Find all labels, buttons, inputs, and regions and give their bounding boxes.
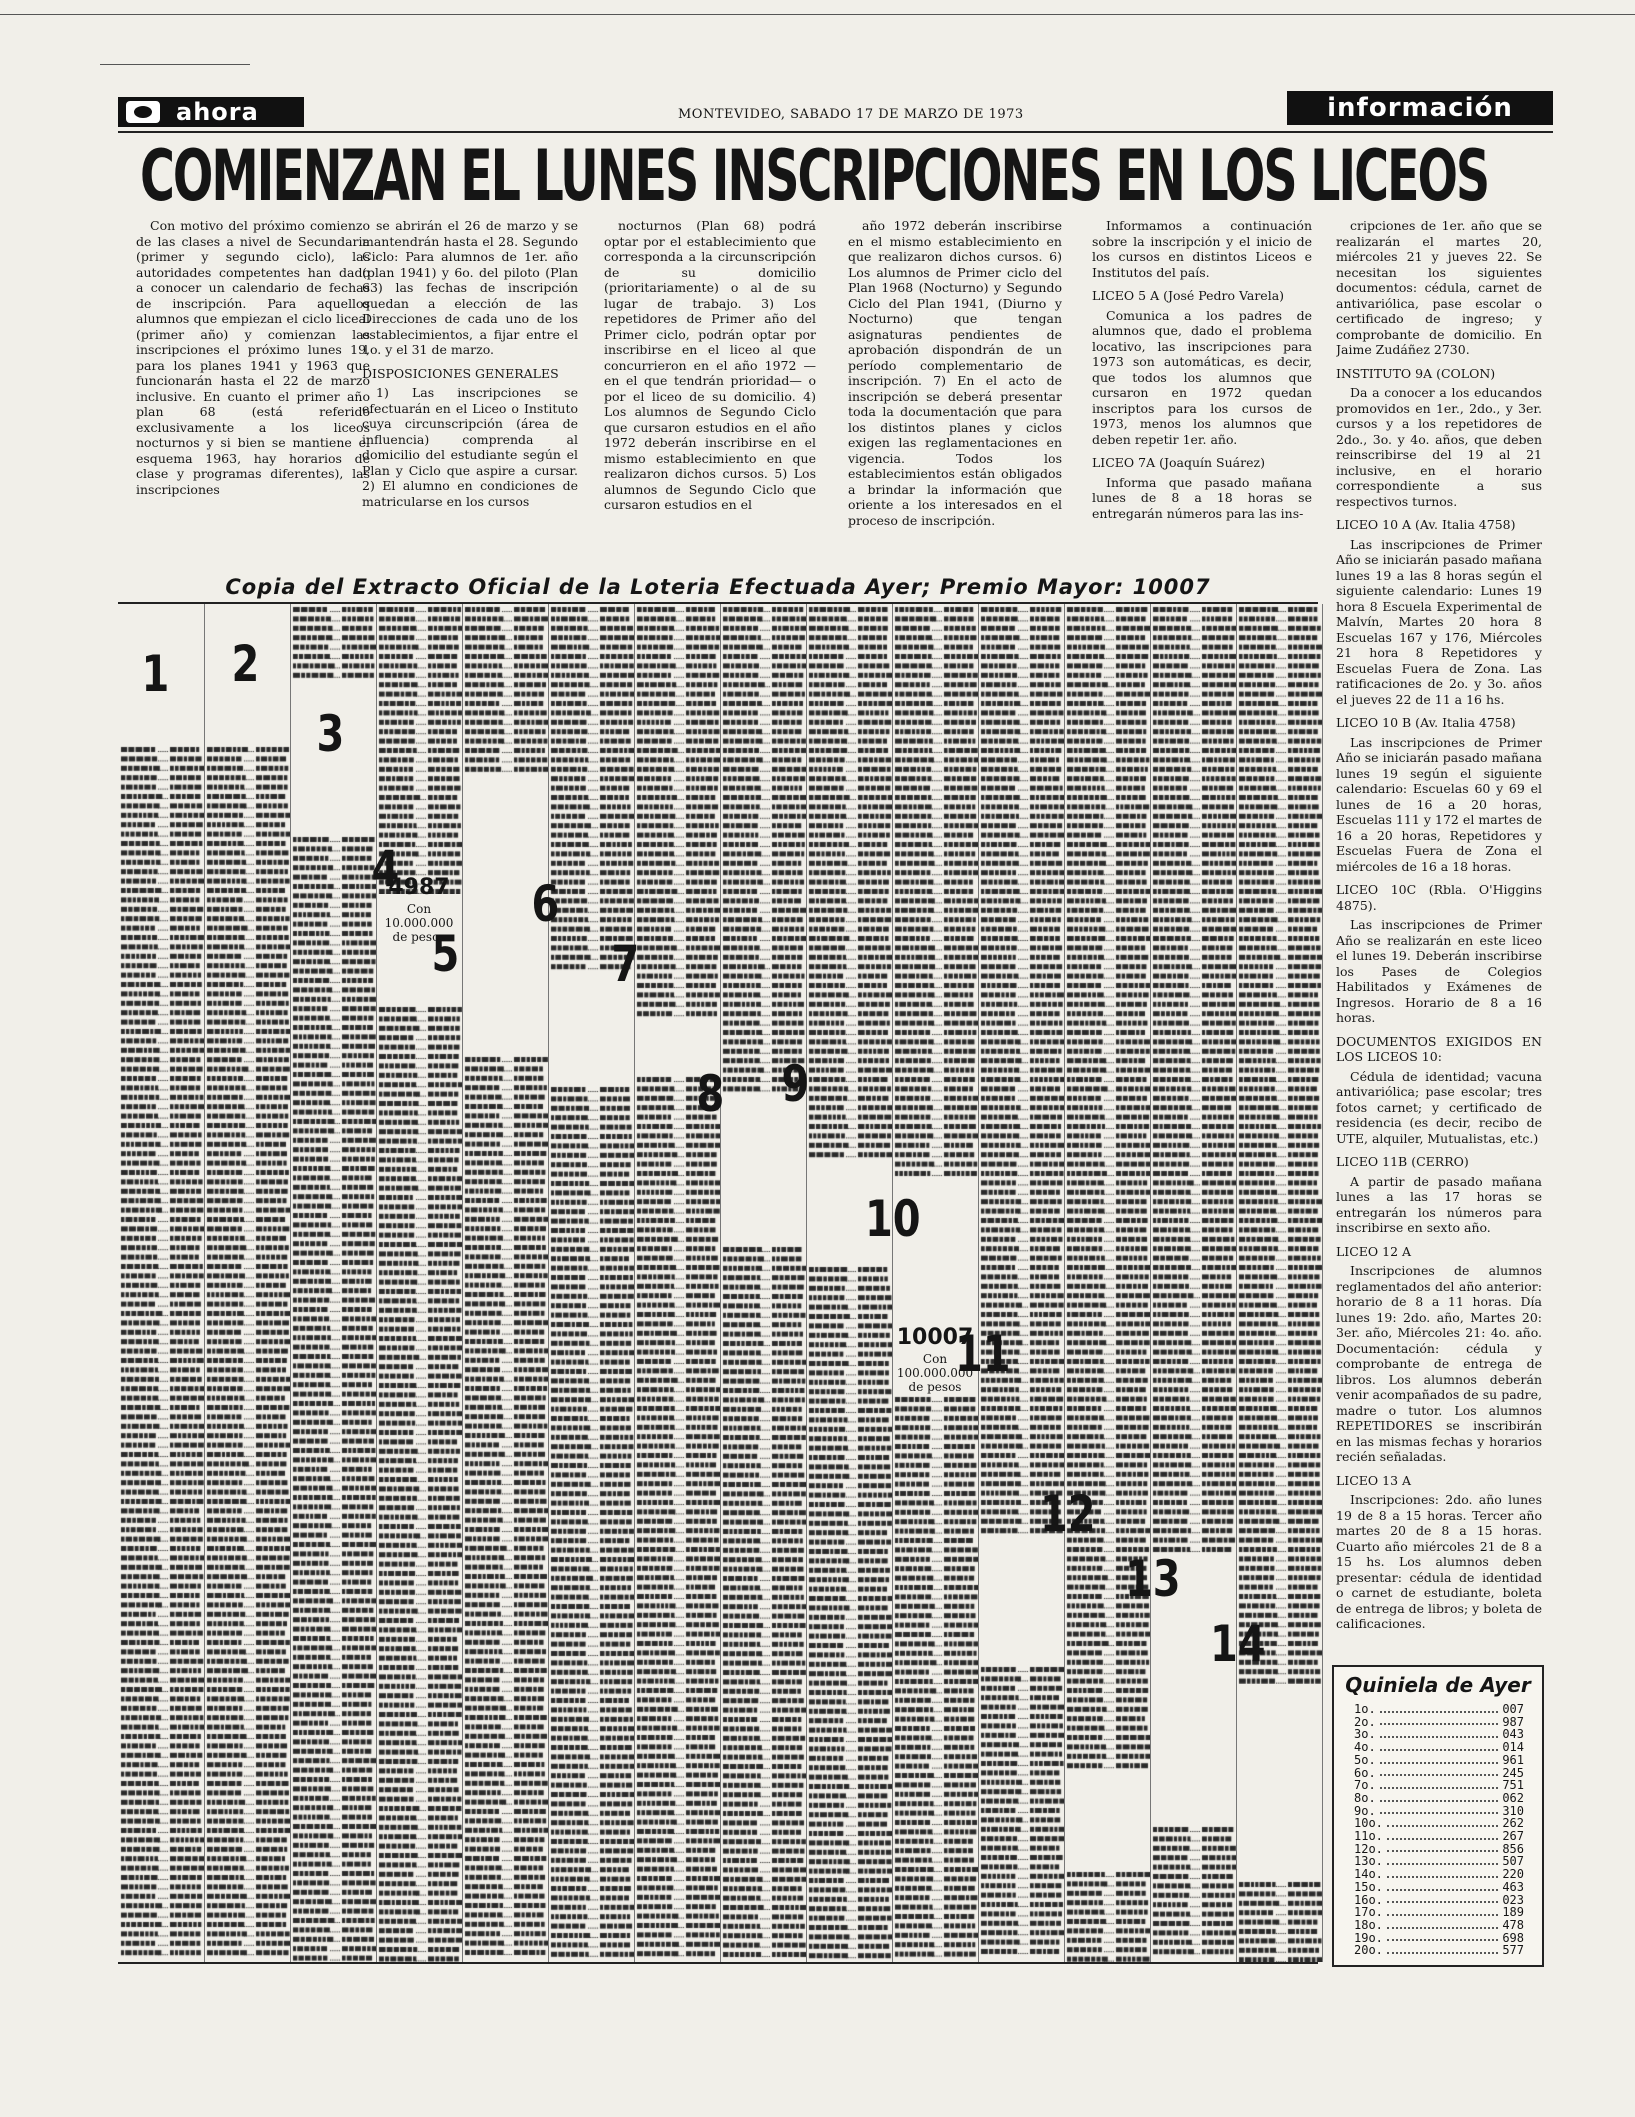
number-listing-texture (118, 744, 204, 1962)
quiniela-position: 10o. (1354, 1816, 1383, 1831)
dot-leader (1387, 1843, 1498, 1853)
paragraph: Inscripciones de alumnos reglamentados del año anterior: horario de 8 a 11 horas. Día lunes 19: 2do. año, Martes 20: 3er. año, Miércoles 21: 4o. año. Documentación: cédula y comprobante de entrega de libros. Los alumnos deberán venir acompañados de su padre, madre o tutor. Los alumnos REPETIDORES se inscribirán en las mismas fechas y horarios recién señaladas. (1336, 1263, 1542, 1464)
quiniela-row (1334, 1919, 1542, 1932)
quiniela-position: 7o. (1354, 1778, 1376, 1793)
lottery-number-block (118, 744, 204, 1962)
article-column-2 (362, 218, 578, 574)
quiniela-number: 577 (1502, 1943, 1524, 1958)
quiniela-number: 463 (1502, 1879, 1524, 1894)
paragraph: Comunica a los padres de alumnos que, dado el problema locativo, las inscripciones para 1973 son automáticas, es decir, que todos los alumnos que cursaron en 1972 quedan inscriptos para los cursos de 1973, menos los alumnos que deben repetir 1er. año. (1092, 307, 1312, 447)
lottery-number-block (720, 1244, 806, 1962)
subheading: LICEO 5 A (José Pedro Varela) (1092, 288, 1285, 303)
quiniela-position: 5o. (1354, 1752, 1376, 1767)
lottery-number-block (720, 604, 806, 1094)
masthead-logo (118, 97, 304, 127)
quiniela-number: 262 (1502, 1816, 1524, 1831)
paragraph: 1) Las inscripciones se efectuarán en el Liceo o Instituto cuya circunscripción (área de influencia) comprenda al domicilio del estudiante según el Plan y Ciclo que aspire a cursar. 2) El alumno en condiciones de matricularse en los cursos (362, 385, 578, 509)
column-digit-label: 5 (431, 925, 460, 983)
quiniela-position: 3o. (1354, 1727, 1376, 1742)
number-listing-texture (376, 1004, 462, 1962)
column-digit-label: 13 (1124, 1550, 1181, 1608)
dot-leader (1387, 1855, 1498, 1865)
number-listing-texture (548, 1084, 634, 1962)
subheading: LICEO 12 A (1336, 1243, 1412, 1259)
dot-leader (1387, 1830, 1498, 1840)
quiniela-number: 007 (1502, 1702, 1524, 1716)
quiniela-position: 8o. (1354, 1790, 1376, 1805)
prize-number: 10007 (896, 1325, 974, 1350)
dot-leader (1387, 1881, 1498, 1891)
quiniela-number: 698 (1502, 1930, 1524, 1945)
quiniela-number: 961 (1502, 1752, 1524, 1767)
number-listing-texture (978, 604, 1064, 1534)
dot-leader (1387, 1919, 1498, 1929)
quiniela-number: 507 (1502, 1854, 1524, 1869)
dot-leader (1380, 1754, 1499, 1764)
subheading: INSTITUTO 9A (COLON) (1336, 365, 1496, 381)
lottery-number-block (978, 1664, 1064, 1962)
quiniela-box (1332, 1665, 1544, 1967)
subheading: LICEO 10 B (Av. Italia 4758) (1336, 715, 1516, 730)
number-listing-texture (1150, 1824, 1236, 1962)
prize-label: Con (406, 902, 432, 916)
quiniela-number: 987 (1502, 1714, 1524, 1729)
number-listing-texture (1236, 1879, 1322, 1962)
quiniela-number: 310 (1502, 1803, 1524, 1818)
number-listing-texture (806, 604, 892, 1164)
number-listing-texture (978, 1664, 1064, 1962)
quiniela-position: 15o. (1354, 1879, 1383, 1894)
lottery-results-grid (118, 602, 1318, 1964)
article-column-5 (1092, 218, 1312, 574)
lottery-number-block (204, 744, 290, 1962)
quiniela-position: 6o. (1354, 1765, 1376, 1780)
number-listing-texture (720, 604, 806, 1094)
dot-leader (1380, 1716, 1499, 1726)
number-listing-texture (634, 1074, 720, 1962)
lottery-number-block (462, 604, 548, 774)
lottery-number-block (1064, 1869, 1150, 1962)
dot-leader (1387, 1906, 1498, 1916)
quiniela-position: 13o. (1354, 1854, 1383, 1869)
quiniela-number: 751 (1502, 1778, 1524, 1793)
dot-leader (1387, 1932, 1498, 1942)
article-column-4 (848, 218, 1062, 574)
number-listing-texture (462, 1054, 548, 1962)
number-listing-texture (720, 1244, 806, 1962)
number-listing-texture (806, 1264, 892, 1962)
prize-unit: de pesos (908, 1380, 962, 1394)
dot-leader (1380, 1741, 1499, 1751)
section-label: información (1287, 91, 1553, 125)
prize-amount: 100.000.000 (896, 1366, 974, 1380)
prize-amount: 10.000.000 (384, 916, 454, 930)
quiniela-number: 023 (1502, 1892, 1524, 1907)
number-listing-texture (1150, 604, 1236, 1554)
quiniela-row (1334, 1881, 1542, 1894)
prize-number: 4987 (388, 875, 450, 900)
lottery-number-block (462, 1054, 548, 1962)
number-listing-texture (1064, 1869, 1150, 1962)
quiniela-position: 19o. (1354, 1930, 1383, 1945)
lottery-number-block (376, 1004, 462, 1962)
dot-leader (1380, 1728, 1499, 1738)
number-listing-texture (290, 834, 376, 1962)
paragraph: Da a conocer a los educandos promovidos en 1er., 2do., y 3er. cursos y a los repetidores de 2do., 3o. y 4o. años, que deben reinscribirse del 19 al 21 inclusive, en el horario correspondiente a sus respectivos turnos. (1336, 385, 1542, 509)
dot-leader (1387, 1894, 1498, 1904)
paragraph: Con motivo del próximo comienzo de las clases a nivel de Secundaria (primer y segundo ciclo), las autoridades competentes han dado a conocer un calendario de fechas de inscripción. Para aquellos alumnos que empiezan el ciclo liceal (primer año) y comienzan las inscripciones el próximo lunes 19, para los planes 1941 y 1963 que funcionarán hasta el 22 de marzo inclusive. En cuanto el primer año plan 68 (está referido exclusivamente a los liceos nocturnos y si bien se mantiene el esquema 1963, hay horarios de clase y programas diferentes), las inscripciones (136, 218, 370, 497)
prize-label: Con (922, 1352, 948, 1366)
quiniela-row (1334, 1703, 1542, 1716)
column-digit-label: 6 (531, 875, 560, 933)
dot-leader (1380, 1792, 1499, 1802)
number-listing-texture (892, 604, 978, 1184)
quiniela-row (1334, 1830, 1542, 1843)
paragraph: Las inscripciones de Primer Año se iniciarán pasado mañana lunes 19 según el siguiente calendario: Escuelas 60 y 69 el lunes de 16 a 20 horas, Escuelas 111 y 172 el martes de 16 a 20 horas, Repetidores y Escuelas Fuera de Zona el miércoles de 16 a 18 horas. (1336, 734, 1542, 874)
paragraph: cripciones de 1er. año que se realizarán el martes 20, miércoles 21 y jueves 22. Se necesitan los siguientes documentos: cédula, carnet de antivariólica, pase escolar o certificado de ingreso; y comprobante de domicilio. En Jaime Zudáñez 2730. (1336, 218, 1542, 357)
column-digit-label: 2 (231, 635, 260, 693)
subheading: DISPOSICIONES GENERALES (362, 365, 559, 381)
paragraph: año 1972 deberán inscribirse en el mismo establecimiento en que realizaron dichos cursos. 6) Los alumnos de Primer ciclo del Plan 1968 (Nocturno) y Segundo Ciclo del Plan 1941, (Diurno y Nocturno) que tengan asignaturas pendientes de aprobación dispondrán de un período complementario de inscripción. 7) En el acto de inscripción se deberá presentar toda la documentación que para los distintos planes y ciclos exigen las reglamentaciones en vigencia. Todos los establecimientos están obligados a brindar la información que oriente a los interesados en el proceso de inscripción. (848, 218, 1062, 528)
quiniela-row (1334, 1792, 1542, 1805)
prize-callout (376, 874, 462, 944)
quiniela-number: 856 (1502, 1841, 1524, 1856)
dot-leader (1380, 1767, 1499, 1777)
lottery-number-block (634, 604, 720, 1024)
lottery-title: Copia del Extracto Oficial de la Loteria Efectuada Ayer; Premio Mayor: 10007 (225, 575, 1211, 599)
column-digit-label: 4 (371, 840, 400, 898)
quiniela-list (1334, 1703, 1542, 1957)
quiniela-number: 043 (1502, 1727, 1524, 1742)
subheading: LICEO 7A (Joaquín Suárez) (1092, 455, 1265, 470)
quiniela-position: 9o. (1354, 1803, 1376, 1818)
quiniela-number: 267 (1502, 1829, 1524, 1844)
quiniela-row (1334, 1754, 1542, 1767)
subheading: LICEO 10C (Rbla. O'Higgins 4875). (1336, 882, 1542, 913)
subheading: LICEO 11B (CERRO) (1336, 1154, 1469, 1169)
dateline: MONTEVIDEO, SABADO 17 DE MARZO DE 1973 (678, 107, 1024, 122)
lottery-number-block (1150, 604, 1236, 1554)
dot-leader (1387, 1868, 1498, 1878)
quiniela-number: 220 (1502, 1867, 1524, 1882)
quiniela-row (1334, 1868, 1542, 1881)
article-column-1 (136, 218, 370, 574)
dot-leader (1387, 1817, 1498, 1827)
article-column-3 (604, 218, 816, 574)
number-listing-texture (290, 604, 376, 684)
paragraph: nocturnos (Plan 68) podrá optar por el establecimiento que corresponda a la circunscripción de su domicilio (prioritariamente) o al de su lugar de trabajo. 3) Los repetidores de Primer año del Primer ciclo, podrán optar por inscribirse en el liceo al que concurrieron en el año 1972 —en el que tendrán prioridad— o por el liceo de su domicilio. 4) Los alumnos de Segundo Ciclo que cursaron estudios en el año 1972 deberán inscribirse en el mismo establecimiento en que realizaron dichos cursos. 5) Los alumnos de Segundo Ciclo que cursaron estudios en el (604, 218, 816, 512)
lottery-number-block (548, 604, 634, 974)
lottery-number-block (892, 1394, 978, 1962)
column-digit-label: 8 (696, 1065, 725, 1123)
column-digit-label: 1 (141, 645, 170, 703)
prize-callout (892, 1324, 978, 1394)
quiniela-position: 12o. (1354, 1841, 1383, 1856)
quiniela-row (1334, 1944, 1542, 1957)
lottery-number-block (290, 604, 376, 684)
column-digit-label: 12 (1039, 1485, 1096, 1543)
lottery-number-block (1150, 1824, 1236, 1962)
paragraph: Informa que pasado mañana lunes de 8 a 18 horas se entregarán números para las ins- (1092, 474, 1312, 521)
dot-leader (1380, 1703, 1499, 1713)
paragraph: Informamos a continuación sobre la inscripción y el inicio de los cursos en distintos Liceos e Institutos del país. (1092, 218, 1312, 280)
paragraph: se abrirán el 26 de marzo y se mantendrán hasta el 28. Segundo Ciclo: Para alumnos de 1er. año (plan 1941) y 6o. del piloto (Plan 63) las fechas de inscripción quedan a elección de las Direcciones de cada uno de los establecimientos, a fijar entre el 1o. y el 31 de marzo. (362, 218, 578, 357)
paragraph: Las inscripciones de Primer Año se iniciarán pasado mañana lunes 19 a las 8 horas según el siguiente calendario: Lunes 19 hora 8 Escuela Experimental de Malvín, Martes 20 hora 8 Escuelas 167 y 176, Miércoles 21 hora 8 Repetidores y Escuelas Fuera de Zona. Las ratificaciones de 2o. y 3o. años el jueves 22 de 11 a 16 hs. (1336, 536, 1542, 707)
dot-leader (1387, 1944, 1498, 1954)
lottery-number-block (634, 1074, 720, 1962)
number-listing-texture (1236, 604, 1322, 1684)
logo-icon (126, 101, 160, 123)
dot-leader (1380, 1805, 1499, 1815)
lottery-number-block (806, 1264, 892, 1962)
column-digit-label: 10 (864, 1190, 921, 1248)
number-listing-texture (634, 604, 720, 1024)
quiniela-number: 014 (1502, 1740, 1524, 1755)
number-listing-texture (462, 604, 548, 774)
article-column-6 (1336, 218, 1542, 1658)
quiniela-position: 17o. (1354, 1905, 1383, 1920)
header-rule (118, 131, 1553, 133)
lottery-number-block (892, 604, 978, 1184)
quiniela-position: 16o. (1354, 1892, 1383, 1907)
quiniela-position: 18o. (1354, 1917, 1383, 1932)
prize-unit: de pesos (392, 930, 446, 944)
logo-text: ahora (176, 98, 259, 126)
lottery-number-block (978, 604, 1064, 1534)
quiniela-title: Quiniela de Ayer (1345, 1673, 1531, 1697)
subheading: DOCUMENTOS EXIGIDOS EN LOS LICEOS 10: (1336, 1033, 1542, 1064)
scan-edge-line (0, 14, 1635, 15)
subheading: LICEO 13 A (1336, 1472, 1412, 1488)
paragraph: Las inscripciones de Primer Año se realizarán en este liceo el lunes 19. Deberán inscribirse los Pases de Colegios Habilitados y Exámenes de Ingresos. Horario de 8 a 16 horas. (1336, 917, 1542, 1025)
quiniela-position: 2o. (1354, 1714, 1376, 1729)
quiniela-number: 189 (1502, 1905, 1524, 1920)
page-header (118, 93, 1553, 127)
quiniela-position: 20o. (1354, 1943, 1383, 1958)
quiniela-position: 4o. (1354, 1740, 1376, 1755)
number-listing-texture (548, 604, 634, 974)
headline: COMIENZAN EL LUNES INSCRIPCIONES EN LOS LICEOS (140, 135, 1489, 217)
quiniela-position: 11o. (1354, 1829, 1383, 1844)
dot-leader (1380, 1779, 1499, 1789)
quiniela-number: 062 (1502, 1790, 1524, 1805)
column-digit-label: 9 (781, 1055, 810, 1113)
lottery-number-block (290, 834, 376, 1962)
column-digit-label: 11 (954, 1325, 1011, 1383)
number-listing-texture (204, 744, 290, 1962)
number-listing-texture (892, 1394, 978, 1962)
column-digit-label: 14 (1209, 1615, 1266, 1673)
lottery-number-block (1236, 604, 1322, 1684)
lottery-number-block (548, 1084, 634, 1962)
lottery-number-block (1236, 1879, 1322, 1962)
quiniela-number: 478 (1502, 1917, 1524, 1932)
scan-mark (100, 64, 250, 65)
column-digit-label: 7 (611, 935, 640, 993)
paragraph: A partir de pasado mañana lunes a las 17 horas se entregarán los números para inscribirse en sexto año. (1336, 1173, 1542, 1235)
paragraph: Cédula de identidad; vacuna antivariólica; pase escolar; tres fotos carnet; y certificado de residencia (es decir, recibo de UTE, alquiler, Mutualistas, etc.) (1336, 1068, 1542, 1146)
subheading: LICEO 10 A (Av. Italia 4758) (1336, 517, 1516, 532)
quiniela-position: 14o. (1354, 1867, 1383, 1882)
quiniela-position: 1o. (1354, 1702, 1376, 1716)
quiniela-number: 245 (1502, 1765, 1524, 1780)
quiniela-row (1334, 1741, 1542, 1754)
paragraph: Inscripciones: 2do. año lunes 19 de 8 a 15 horas. Tercer año martes 20 de 8 a 15 horas. Cuarto año miércoles 21 de 8 a 15 hs. Los alumnos deben presentar: cédula de identidad o carnet de estudiante, boleta de entrega de libros; y boleta de calificaciones. (1336, 1492, 1542, 1631)
lottery-number-block (806, 604, 892, 1164)
column-digit-label: 3 (316, 705, 345, 763)
